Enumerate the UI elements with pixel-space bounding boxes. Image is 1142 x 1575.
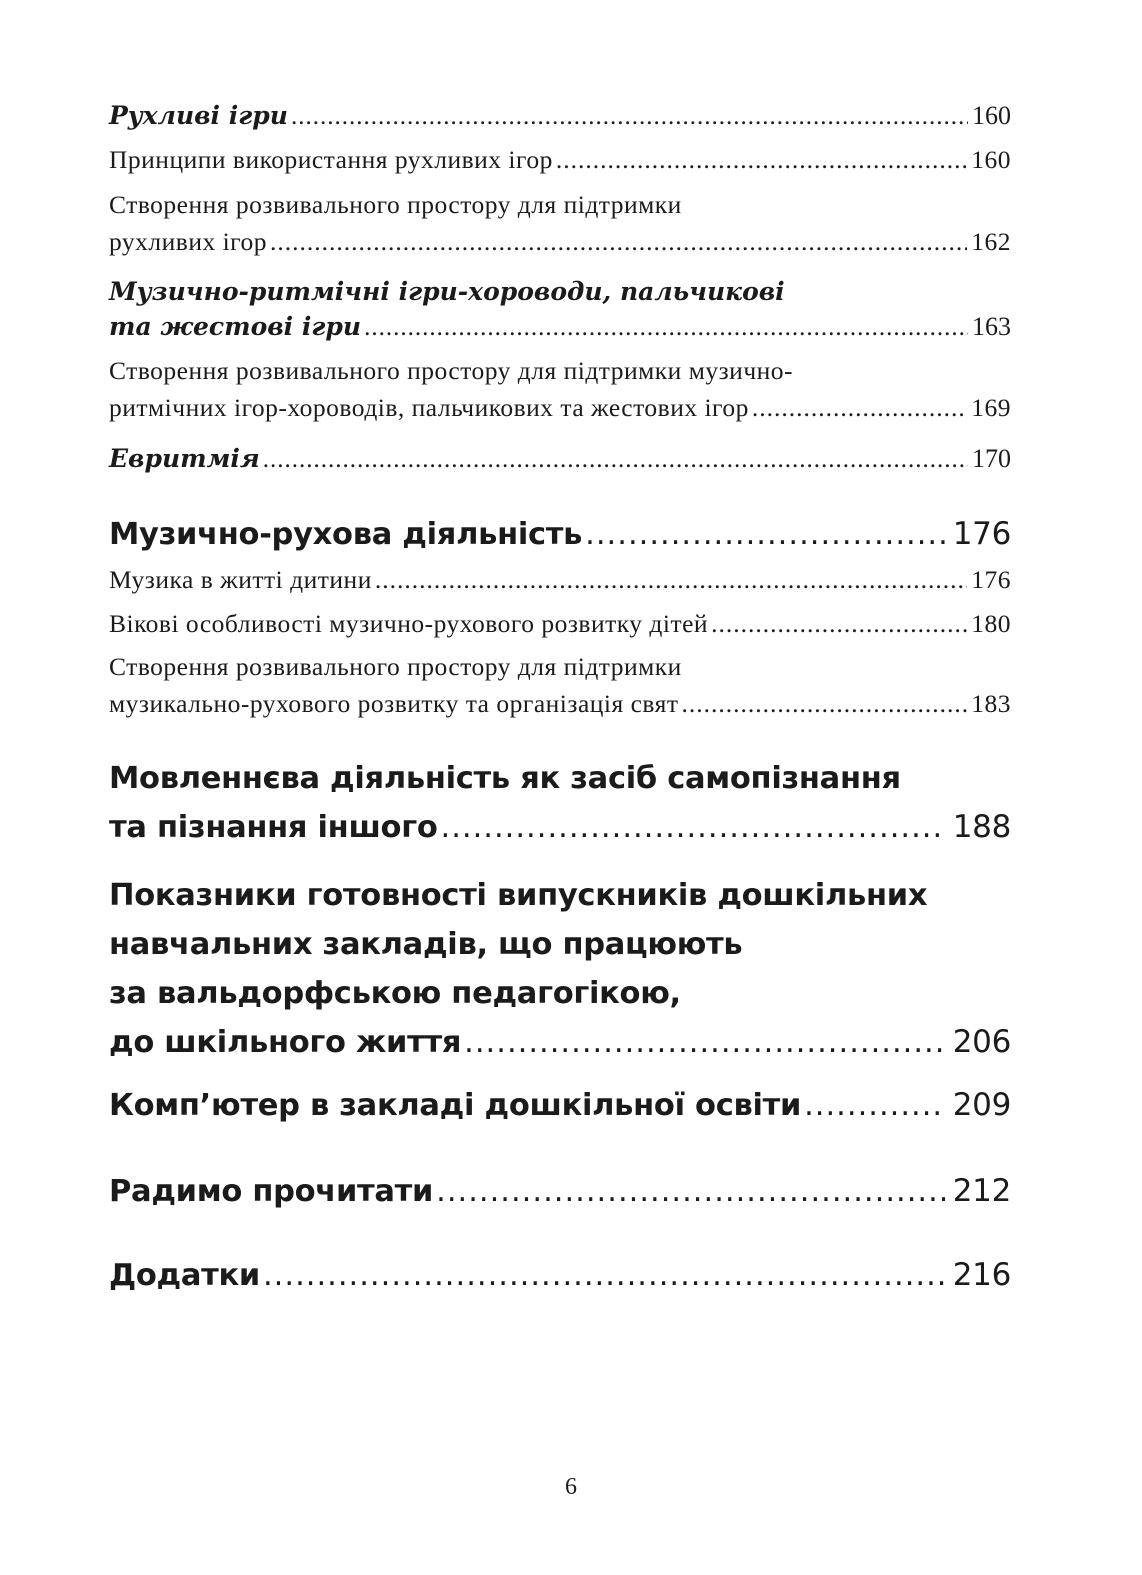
page-number: 6 — [565, 1474, 577, 1500]
toc-entry-title-line2: рухливих ігор — [109, 227, 268, 256]
toc-chapter-title: Радимо прочитати — [109, 1174, 434, 1209]
toc-page-number: 163 — [972, 312, 1011, 341]
toc-chapter-appendices — [109, 1251, 1011, 1300]
dot-leader — [441, 803, 945, 852]
toc-chapter-readiness — [109, 871, 1011, 1067]
toc-chapter-title-line2: навчальних закладів, що працюють — [109, 927, 743, 962]
toc-entry-title: Евритмія — [109, 444, 260, 473]
toc-chapter-title-line1: Показники готовності випускників дошкільних — [109, 878, 928, 913]
toc-chapter-title: Комп’ютер в закладі дошкільної освіти — [109, 1088, 802, 1123]
toc-entry-env-moving — [109, 186, 1011, 260]
toc-chapter-title: Додатки — [109, 1258, 260, 1293]
dot-leader — [752, 389, 967, 426]
toc-entry-title-line1: Створення розвивального простору для підтримки — [109, 190, 682, 219]
toc-page-number: 176 — [971, 565, 1011, 594]
dot-leader — [270, 223, 967, 260]
dot-leader — [375, 561, 967, 598]
toc-entry-age-features — [109, 605, 1011, 642]
toc-page-number: 170 — [972, 444, 1011, 473]
toc-entry-title: Рухливі ігри — [109, 101, 288, 130]
toc-page-number: 160 — [971, 145, 1011, 174]
dot-leader — [585, 510, 945, 559]
toc-entry-title-line1: Створення розвивального простору для підтримки — [109, 652, 682, 681]
toc-page-number: 162 — [971, 227, 1011, 256]
toc-chapter-title-line3: за вальдорфською педагогікою, — [109, 976, 681, 1011]
toc-entry-title-line1: Створення розвивального простору для підтримки музично- — [109, 356, 794, 385]
toc-entry-music-in-life — [109, 561, 1011, 598]
dot-leader — [436, 1167, 945, 1216]
dot-leader — [804, 1081, 945, 1130]
toc-page-number: 206 — [952, 1024, 1011, 1060]
toc-entry-env-music-dev — [109, 648, 1011, 722]
toc-entry-title-line2: та жестові ігри — [109, 312, 362, 341]
toc-chapter-speech — [109, 754, 1011, 852]
dot-leader — [464, 1018, 945, 1067]
toc-page-number: 209 — [952, 1087, 1011, 1123]
toc-chapter-title-line1: Мовленнєва діяльність як засіб самопізнання — [109, 761, 901, 796]
toc-chapter-music-movement — [109, 510, 1011, 559]
dot-leader — [711, 605, 967, 642]
dot-leader — [291, 99, 968, 134]
toc-entry-env-music-games — [109, 352, 1011, 426]
dot-leader — [364, 310, 968, 345]
toc-page-number: 180 — [971, 609, 1011, 638]
toc-entry-title-line2: музикально-рухового розвитку та організація свят — [109, 689, 679, 718]
toc-entry-title-line2: ритмічних ігор-хороводів, пальчикових та жестових ігор — [109, 393, 749, 422]
toc-page-number: 216 — [952, 1257, 1011, 1293]
toc-page-number: 183 — [971, 689, 1011, 718]
toc-page-number: 169 — [971, 393, 1011, 422]
dot-leader — [682, 685, 968, 722]
toc-entry-eurythmy — [109, 441, 1011, 477]
toc-chapter-recommended — [109, 1167, 1011, 1216]
toc-chapter-title-line2: та пізнання іншого — [109, 810, 438, 845]
dot-leader — [263, 1251, 945, 1300]
toc-entry-moving-games — [109, 98, 1011, 134]
toc-entry-title: Музика в житті дитини — [109, 565, 372, 594]
toc-page-number: 176 — [952, 516, 1011, 552]
toc-entry-title: Вікові особливості музично-рухового розвитку дітей — [109, 609, 709, 638]
toc-chapter-title-line4: до шкільного життя — [109, 1025, 462, 1060]
toc-entry-principles — [109, 141, 1011, 178]
toc-chapter-title: Музично-рухова діяльність — [109, 517, 583, 552]
toc-entry-music-rhythm-games — [109, 274, 1011, 345]
toc-entry-title: Принципи використання рухливих ігор — [109, 145, 553, 174]
toc-page-number: 188 — [952, 809, 1011, 845]
toc-page-number: 212 — [952, 1173, 1011, 1209]
toc-chapter-computer — [109, 1081, 1011, 1130]
toc-page-number: 160 — [972, 101, 1011, 130]
dot-leader — [263, 442, 968, 477]
toc-entry-title-line1: Музично-ритмічні ігри-хороводи, пальчикові — [109, 277, 785, 306]
dot-leader — [556, 141, 967, 178]
